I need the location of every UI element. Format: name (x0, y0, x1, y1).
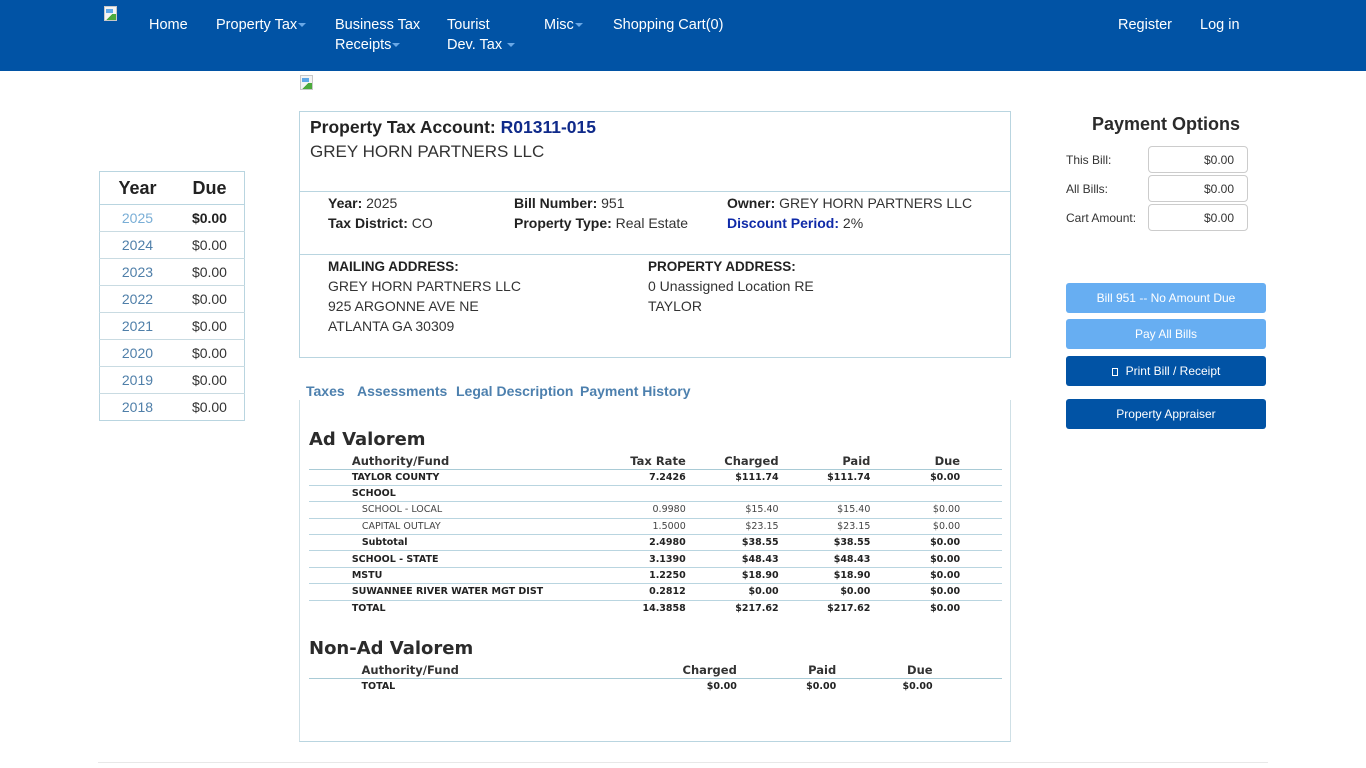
year-due: $0.00 (175, 340, 245, 367)
tab-payment-history[interactable]: Payment History (580, 383, 691, 399)
discount-info (727, 215, 863, 231)
property-address-line: 0 Unassigned Location RE (648, 278, 814, 294)
property-appraiser-button[interactable] (1066, 399, 1266, 429)
nav-business-tax-receipts[interactable] (335, 15, 420, 55)
nav-tourist-dev-tax[interactable] (447, 15, 515, 55)
charged: $111.74 (686, 469, 779, 485)
fund-name: TAYLOR COUNTY (352, 469, 543, 485)
year-row[interactable] (100, 367, 245, 394)
payment-options-title: Payment Options (1091, 114, 1241, 134)
due: $0.00 (870, 584, 960, 600)
year-link[interactable]: 2020 (100, 340, 175, 367)
due: $0.00 (930, 603, 961, 615)
table-row (309, 469, 1002, 485)
account-owner-name: GREY HORN PARTNERS LLC (310, 142, 545, 161)
print-icon (1112, 368, 1118, 376)
year-link[interactable]: 2018 (100, 394, 175, 421)
paid: $18.90 (779, 567, 871, 583)
fund-name: SCHOOL (352, 485, 543, 501)
ad-valorem-title: Ad Valorem (309, 429, 426, 450)
charged: $48.43 (686, 551, 779, 567)
year-row[interactable] (100, 340, 245, 367)
footer-divider (98, 762, 1268, 763)
all-bills-field[interactable] (1148, 175, 1248, 202)
fund-name: SCHOOL - LOCAL (352, 502, 543, 518)
year-row[interactable] (100, 313, 245, 340)
this-bill-field[interactable] (1148, 146, 1248, 173)
table-row (309, 584, 1002, 600)
this-bill-label: This Bill: (1066, 153, 1112, 167)
table-row (309, 535, 1002, 551)
nav-business-tax-label-2: Receipts (335, 37, 392, 53)
bill-number-label: Bill Number: (514, 195, 598, 211)
year-link[interactable]: 2024 (100, 232, 175, 259)
year-due-table (99, 171, 245, 421)
year-row[interactable] (100, 232, 245, 259)
year-due: $0.00 (175, 313, 245, 340)
nav-home[interactable] (149, 15, 188, 35)
table-row (309, 502, 1002, 518)
all-bills-label: All Bills: (1066, 182, 1109, 196)
nav-misc[interactable] (544, 15, 583, 35)
year-link[interactable]: 2025 (100, 205, 175, 232)
due: $0.00 (870, 567, 960, 583)
col-paid: Paid (737, 662, 836, 678)
col-authority: Authority/Fund (362, 662, 683, 678)
banner-image-icon (299, 75, 315, 91)
bill-number-info (514, 195, 624, 211)
divider (300, 254, 1010, 255)
non-ad-valorem-table (309, 662, 1002, 694)
charged: $15.40 (686, 502, 779, 518)
charged: $0.00 (686, 584, 779, 600)
due: $0.00 (870, 518, 960, 534)
due (870, 485, 960, 501)
fund-name: TOTAL (361, 680, 396, 692)
fund-name: CAPITAL OUTLAY (352, 518, 543, 534)
paid: $0.00 (779, 584, 871, 600)
tax-rate: 1.2250 (543, 567, 686, 583)
col-charged: Charged (682, 662, 737, 677)
mailing-address-label: MAILING ADDRESS: (328, 259, 459, 274)
year-due: $0.00 (175, 367, 245, 394)
due-header: Due (175, 172, 245, 205)
tab-assessments[interactable]: Assessments (357, 383, 448, 399)
property-address-label: PROPERTY ADDRESS: (648, 259, 796, 274)
tab-legal-description[interactable]: Legal Description (456, 383, 574, 399)
district-info-label: Tax District: (328, 215, 408, 231)
year-due: $0.00 (175, 205, 245, 232)
caret-down-icon (575, 23, 583, 27)
property-type-label: Property Type: (514, 215, 612, 231)
owner-info-label: Owner: (727, 195, 776, 211)
year-header: Year (100, 172, 175, 205)
year-link[interactable]: 2023 (100, 259, 175, 286)
nav-shopping-cart[interactable] (613, 15, 723, 35)
divider (300, 191, 1010, 192)
property-address-line: TAYLOR (648, 298, 702, 314)
year-row[interactable] (100, 286, 245, 313)
paid: $38.55 (779, 535, 871, 551)
col-authority: Authority/Fund (352, 453, 543, 469)
year-link[interactable]: 2019 (100, 367, 175, 394)
discount-label: Discount Period: (727, 215, 840, 231)
year-due: $0.00 (175, 286, 245, 313)
tax-rate: 0.2812 (543, 584, 686, 600)
nav-misc-label: Misc (544, 17, 574, 33)
charged: $18.90 (686, 567, 779, 583)
due: $0.00 (870, 469, 960, 485)
col-due: Due (836, 662, 932, 678)
paid: $23.15 (779, 518, 871, 534)
tax-rate: 1.5000 (543, 518, 686, 534)
nav-tourist-label-1: Tourist (447, 17, 490, 33)
owner-info (727, 195, 972, 211)
paid: $15.40 (779, 502, 871, 518)
col-due: Due (870, 453, 960, 469)
col-charged: Charged (686, 453, 779, 469)
print-bill-receipt-button[interactable] (1066, 356, 1266, 386)
tax-rate: 0.9980 (543, 502, 686, 518)
ad-valorem-table (309, 453, 1002, 617)
account-title (310, 117, 596, 138)
mailing-address-line: ATLANTA GA 30309 (328, 318, 455, 334)
nav-business-tax-label-1: Business Tax (335, 17, 421, 33)
charged: $38.55 (686, 535, 779, 551)
cart-amount-label: Cart Amount: (1066, 211, 1137, 225)
register-link[interactable]: Register (1118, 17, 1172, 33)
year-due: $0.00 (175, 259, 245, 286)
pay-all-bills-button[interactable] (1066, 319, 1266, 349)
bill-number-value: 951 (601, 195, 625, 211)
top-navbar (0, 0, 1366, 71)
due: $0.00 (870, 551, 960, 567)
fund-name: SCHOOL - STATE (352, 551, 543, 567)
caret-down-icon (507, 43, 515, 47)
charged: $0.00 (706, 680, 737, 692)
district-info (328, 215, 433, 231)
charged: $217.62 (735, 603, 779, 615)
taxes-panel (299, 400, 1011, 742)
property-type-info (514, 215, 688, 231)
fund-name: SUWANNEE RIVER WATER MGT DIST (352, 584, 543, 600)
year-info (328, 195, 397, 211)
appraiser-button-label: Property Appraiser (1116, 407, 1216, 421)
paid: $217.62 (827, 603, 871, 615)
year-due: $0.00 (175, 232, 245, 259)
table-row (309, 567, 1002, 583)
pay-all-label: Pay All Bills (1134, 327, 1198, 341)
nav-property-tax[interactable] (216, 15, 306, 35)
year-link[interactable]: 2022 (100, 286, 175, 313)
charged (686, 485, 779, 501)
charged: $23.15 (686, 518, 779, 534)
paid: $111.74 (779, 469, 871, 485)
tab-taxes[interactable]: Taxes (306, 383, 345, 399)
caret-down-icon (298, 23, 306, 27)
col-paid: Paid (779, 453, 871, 469)
nav-tourist-label-2: Dev. Tax (447, 37, 503, 53)
account-card (299, 111, 1011, 358)
table-row (309, 551, 1002, 567)
cart-amount-field[interactable] (1148, 204, 1248, 231)
owner-info-value: GREY HORN PARTNERS LLC (779, 195, 973, 211)
year-info-label: Year: (328, 195, 363, 211)
fund-name: MSTU (352, 567, 543, 583)
year-row[interactable] (100, 259, 245, 286)
non-ad-valorem-title: Non-Ad Valorem (309, 638, 474, 659)
table-row (309, 518, 1002, 534)
table-row (309, 485, 1002, 501)
account-title-label: Property Tax Account: (310, 117, 496, 137)
mailing-address-line: 925 ARGONNE AVE NE (328, 298, 479, 314)
login-link[interactable]: Log in (1200, 17, 1240, 33)
year-link[interactable]: 2021 (100, 313, 175, 340)
year-info-value: 2025 (366, 195, 398, 211)
tax-rate: 7.2426 (543, 469, 686, 485)
table-row-total (309, 600, 1002, 616)
print-button-label: Print Bill / Receipt (1125, 364, 1221, 378)
tax-rate: 2.4980 (543, 535, 686, 551)
tax-rate: 3.1390 (543, 551, 686, 567)
year-row[interactable] (100, 394, 245, 421)
paid: $0.00 (806, 680, 837, 692)
col-tax-rate: Tax Rate (543, 453, 686, 469)
due: $0.00 (870, 535, 960, 551)
nav-cart-label: Shopping Cart(0) (613, 17, 724, 33)
paid: $48.43 (779, 551, 871, 567)
due: $0.00 (902, 680, 933, 692)
table-row-total (309, 678, 1002, 694)
year-row[interactable] (100, 205, 245, 232)
logo-image-icon[interactable] (103, 6, 119, 22)
property-type-value: Real Estate (615, 215, 689, 231)
year-due: $0.00 (175, 394, 245, 421)
fund-name: TOTAL (351, 603, 386, 615)
fund-name: Subtotal (352, 535, 543, 551)
district-info-value: CO (411, 215, 433, 231)
caret-down-icon (392, 43, 400, 47)
account-number: R01311-015 (500, 117, 596, 137)
tax-rate (543, 485, 686, 501)
bill-button-label: Bill 951 -- No Amount Due (1096, 291, 1236, 305)
discount-value: 2% (842, 215, 864, 231)
nav-home-label: Home (149, 17, 188, 33)
tax-rate: 14.3858 (642, 603, 686, 615)
paid (779, 485, 871, 501)
bill-no-amount-due-button[interactable] (1066, 283, 1266, 313)
nav-property-tax-label: Property Tax (216, 17, 298, 33)
due: $0.00 (870, 502, 960, 518)
mailing-address-line: GREY HORN PARTNERS LLC (328, 278, 521, 294)
